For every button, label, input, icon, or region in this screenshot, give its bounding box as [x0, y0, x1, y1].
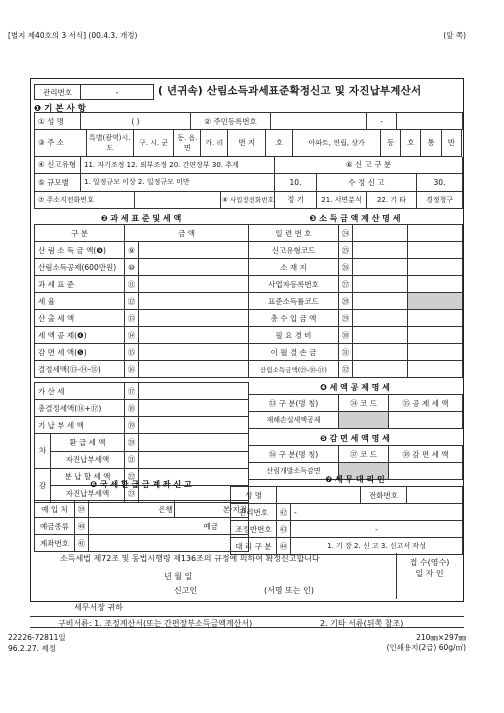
bank-field[interactable]: 은행 — [89, 501, 175, 518]
acct-label: 계좌번호 — [35, 535, 75, 552]
gubun-30[interactable]: 30. — [417, 174, 463, 191]
inc-col-1[interactable] — [353, 225, 408, 242]
gubun-label: ⑥ 신 고 구 분 — [275, 157, 463, 174]
section-tax-title: ❷ 과 세 표 준 및 세 액 — [100, 214, 182, 223]
inc-cell[interactable] — [408, 344, 463, 361]
inc-row-label: 산림소득금액(㉙-㉚-㉛) — [249, 361, 339, 378]
addr-tong: 통 — [421, 130, 441, 156]
name-label: ① 성 명 — [35, 113, 81, 130]
tax-row-no: ⑱ — [125, 400, 139, 417]
addr-dong: 동. 읍. 면 — [174, 130, 201, 156]
tax-row-no: ⑲ — [125, 417, 139, 434]
gubun-10b: 정 기 — [275, 192, 317, 209]
gubun-amend: 수 정 신 고 — [317, 174, 417, 191]
type-options[interactable]: 11. 자기조정 12. 외부조정 20. 간편장부 30. 추계 — [81, 157, 275, 174]
tax-row-value[interactable] — [139, 259, 249, 276]
home-phone-label: ⑦ 주소지전화번호 — [35, 192, 135, 209]
attach-b: 2. 기타 서류(뒤쪽 참조) — [320, 619, 404, 628]
tax-head-gubun: 구 분 — [35, 225, 125, 242]
tax-row-label: 총결정세액(⑯+⑰) — [35, 400, 125, 417]
addr-dong2: 동 — [381, 130, 401, 156]
inc-row-no: ㉜ — [339, 361, 353, 378]
home-phone-field[interactable] — [135, 192, 221, 209]
agent-mgmt-field[interactable]: - — [291, 504, 463, 521]
inc-row-no: ㉙ — [339, 310, 353, 327]
mgmt-label: 관리번호 — [35, 85, 81, 99]
sub-row-label: 자진납부세액 — [51, 451, 125, 468]
tax-head-amount: 금 액 — [125, 225, 249, 242]
deduct-code — [339, 412, 389, 429]
addr-city: 특별(광역)시.도 — [86, 130, 133, 156]
mgmt-value[interactable]: - — [115, 87, 119, 97]
inc-cell-shaded — [408, 293, 463, 310]
tax-row-no: ⑪ — [125, 276, 139, 293]
agent-name-label: 성 명 — [231, 487, 277, 504]
inc-cell[interactable] — [408, 276, 463, 293]
rrn-field-2[interactable] — [397, 113, 463, 130]
inc-cell[interactable] — [353, 276, 408, 293]
agent-adj-no: ㊸ — [277, 521, 291, 538]
scale-label: ⑤ 규모별 — [35, 174, 81, 191]
page-side: (앞 쪽) — [443, 31, 466, 40]
section-basic-title: ❶ 기 본 사 항 — [34, 104, 86, 114]
form-id-text: [별지 제40호의 3 서식] (00.4.3. 개정) — [8, 31, 138, 40]
tax-row-label: 산림소득공제(600만원) — [35, 259, 125, 276]
inc-row-no: ㉛ — [339, 344, 353, 361]
section-refund-title: ❻ 국 세 환 급 금 계 좌 신 고 — [90, 480, 192, 489]
inc-cell[interactable] — [353, 259, 408, 276]
inc-head-no: ㉔ — [339, 225, 353, 242]
inc-head: 일 련 번 호 — [249, 225, 339, 242]
section-exempt-title: ❺ 감 면 세 액 명 세 — [320, 434, 390, 443]
deduct-head-c: ㉟ 공 제 세 액 — [389, 395, 463, 412]
sub-row-label: 환 급 세 액 — [51, 434, 125, 451]
section-agent-title: ❼ 세 무 대 리 인 — [325, 475, 385, 484]
inc-row-label: 소 재 지 — [249, 259, 339, 276]
deduct-head-b: ㉞ 코 드 — [339, 395, 389, 412]
tax-table — [34, 224, 248, 503]
inc-row-no: ㉖ — [339, 259, 353, 276]
inc-cell[interactable] — [408, 242, 463, 259]
inc-row-label: 사업자등록번호 — [249, 276, 339, 293]
agent-adj-field[interactable]: - — [291, 521, 463, 538]
tax-row-no: ⑨ — [125, 242, 139, 259]
sign-space[interactable]: (서명 또는 인) — [264, 586, 314, 595]
inc-cell[interactable] — [353, 344, 408, 361]
agent-gubun-options[interactable]: 1. 기 장 2. 신 고 3. 신고서 작성 — [291, 538, 463, 555]
rrn-label: ② 주민등록번호 — [191, 113, 271, 130]
attachments — [30, 616, 464, 628]
addr-ho: 호 — [266, 130, 293, 156]
addr-apt: 아파트, 연립, 상가 — [293, 130, 381, 156]
tax-row-label: 기 납 부 세 액 — [35, 417, 125, 434]
inc-cell[interactable] — [353, 242, 408, 259]
name-field[interactable]: ( ) — [81, 113, 191, 130]
gubun-10[interactable]: 10. — [275, 174, 317, 191]
kind-label: 예금종류 — [35, 518, 75, 535]
agent-mgmt-label: 관리번호 — [231, 504, 277, 521]
footer-l2: 96.2.27. 제정 — [8, 644, 56, 653]
section-deduct-title: ❹ 세 액 공 제 명 세 — [320, 383, 390, 392]
bank-no: ㊴ — [75, 501, 89, 518]
tax-row-label: 과 세 표 준 — [35, 276, 125, 293]
gubun-30b: 경정청구 — [417, 192, 463, 209]
decl-text: 소득세법 제72조 및 동법시행령 제136조의 규정에 의하여 확정신고합니다 — [60, 554, 320, 563]
inc-col-2[interactable] — [408, 225, 463, 242]
rrn-dash: - — [367, 113, 397, 130]
exempt-head-b: ㊲ 코 드 — [339, 446, 389, 463]
inc-cell[interactable] — [408, 327, 463, 344]
inc-cell[interactable] — [408, 310, 463, 327]
footer — [8, 632, 496, 654]
agent-name-field[interactable] — [277, 487, 361, 504]
tax-row-label: 산 림 소 득 금 액(❾) — [35, 242, 125, 259]
inc-row-label: 필 요 경 비 — [249, 327, 339, 344]
tax-row-label: 산 출 세 액 — [35, 310, 125, 327]
date-line[interactable]: 년 월 일 — [164, 572, 193, 581]
cha-label: 차 — [35, 434, 51, 468]
inc-row-no: ㉘ — [339, 293, 353, 310]
form-title: ( 년귀속) 산림소득과세표준확정신고 및 자진납부계산서 — [158, 85, 422, 97]
tax-row-no: ⑫ — [125, 293, 139, 310]
addr-gu: 구. 시. 군 — [133, 130, 173, 156]
sub-row-value[interactable] — [139, 451, 249, 468]
tax-row-no: ⑰ — [125, 383, 139, 400]
scale-options[interactable]: 1. 일정규모 이상 2. 일정규모 미만 — [81, 174, 275, 191]
acct-no: ㊶ — [75, 535, 89, 552]
receipt-stamp: 접 수(영수) 일 자 인 — [396, 553, 462, 599]
kind-no: ㊵ — [75, 518, 89, 535]
inc-cell[interactable] — [353, 327, 408, 344]
inc-row-label: 이 월 결 손 금 — [249, 344, 339, 361]
addr-label: ③ 주 소 — [35, 130, 87, 156]
tax-row-value[interactable] — [139, 417, 249, 434]
tax-row-label: 가 산 세 — [35, 383, 125, 400]
tax-row-value[interactable] — [139, 344, 249, 361]
agent-tel-label: 전화번호 — [361, 487, 407, 504]
tax-row-value[interactable] — [139, 310, 249, 327]
sub-row-no: ⑳ — [125, 434, 139, 451]
type-label: ④ 신고유형 — [35, 157, 81, 174]
sub-row-no: ㉑ — [125, 451, 139, 468]
tax-row-no: ⑯ — [125, 361, 139, 378]
addr-ri: 가. 리 — [201, 130, 228, 156]
biz-phone-label: ⑧ 사업장전화번호 — [221, 192, 275, 209]
inc-row-no: ㉕ — [339, 242, 353, 259]
addr-ban: 반 — [441, 130, 461, 156]
inc-cell[interactable] — [408, 361, 463, 378]
addr-bunji: 번 지 — [228, 130, 266, 156]
exempt-row: 산림개발소득감면 — [249, 463, 339, 480]
tax-row-value[interactable] — [139, 276, 249, 293]
inc-cell[interactable] — [408, 259, 463, 276]
tax-row-value[interactable] — [139, 293, 249, 310]
agent-gubun-label: 대 리 구 분 — [231, 538, 277, 555]
footer-r2: (인쇄용지(2급) 60g/㎡) — [386, 643, 466, 652]
gam-label: 감 — [35, 468, 51, 502]
inc-row-no: ㉚ — [339, 327, 353, 344]
gubun-22[interactable]: 22. 기 타 — [367, 192, 417, 209]
footer-l1: 22226-72811일 — [8, 633, 66, 642]
income-table — [248, 224, 462, 480]
addressee: 세무서장 귀하 — [74, 603, 123, 612]
tax-row-no: ⑬ — [125, 310, 139, 327]
agent-mgmt-no: ㊷ — [277, 504, 291, 521]
inc-cell[interactable] — [353, 361, 408, 378]
gubun-21[interactable]: 21. 서면분석 — [317, 192, 367, 209]
inc-row-label: 총 수 입 금 액 — [249, 310, 339, 327]
tax-row-no: ⑩ — [125, 259, 139, 276]
deduct-row: 재해손실세액공제 — [249, 412, 339, 429]
refund-table — [34, 500, 248, 552]
declaration — [34, 553, 462, 601]
kind-field[interactable]: 예금 — [89, 518, 249, 535]
tax-row-value[interactable] — [139, 242, 249, 259]
tax-row-value[interactable] — [139, 361, 249, 378]
inc-row-label: 표준소득률코드 — [249, 293, 339, 310]
deduct-amount[interactable] — [389, 412, 463, 429]
inc-cell[interactable] — [353, 293, 408, 310]
signer-label: 신고인 — [174, 586, 198, 595]
sub-row-label: 분 납 할 세 액 — [51, 468, 125, 485]
tax-row-label: 감 면 세 액(❺) — [35, 344, 125, 361]
attach-a: 구비서류: 1. 조정계산서(또는 간편장부소득금액계산서) — [58, 619, 253, 628]
tax-row-value[interactable] — [139, 400, 249, 417]
mgmt-box — [34, 84, 154, 100]
tax-row-value[interactable] — [139, 327, 249, 344]
inc-row-label: 신고유형코드 — [249, 242, 339, 259]
sub-row-no: ㉓ — [125, 485, 139, 502]
deduct-head-a: ㉝ 구 분(명 칭) — [249, 395, 339, 412]
rrn-field[interactable] — [271, 113, 367, 130]
tax-row-label: 세 액 공 제(❹) — [35, 327, 125, 344]
agent-adj-label: 조정반번호 — [231, 521, 277, 538]
tax-row-value[interactable] — [139, 383, 249, 400]
tax-row-label: 결정세액(⑬-⑭-⑮) — [35, 361, 125, 378]
tax-row-no: ⑮ — [125, 344, 139, 361]
exempt-head-a: ㊱ 구 분(명 칭) — [249, 446, 339, 463]
agent-table — [230, 486, 462, 555]
branch-field[interactable]: 본·지점 — [175, 501, 249, 518]
acct-field[interactable] — [89, 535, 249, 552]
agent-tel-field[interactable] — [407, 487, 463, 504]
exempt-head-c: ㊳ 감 면 세 액 — [389, 446, 463, 463]
footer-r1: 210㎜×297㎜ — [416, 633, 466, 642]
bank-label: 예 입 처 — [35, 501, 75, 518]
inc-row-no: ㉗ — [339, 276, 353, 293]
tax-row-label: 세 율 — [35, 293, 125, 310]
section-income-title: ❸ 소 득 금 액 계 산 명 세 — [309, 214, 401, 223]
basic-section — [34, 112, 462, 209]
agent-gubun-no: ㊹ — [277, 538, 291, 555]
form-id — [8, 30, 496, 42]
addr-ho2: 호 — [401, 130, 421, 156]
sub-row-no: ㉒ — [125, 468, 139, 485]
tax-row-no: ⑭ — [125, 327, 139, 344]
inc-cell[interactable] — [353, 310, 408, 327]
sub-row-label: 자진납부세액 — [51, 485, 125, 502]
sub-row-value[interactable] — [139, 434, 249, 451]
